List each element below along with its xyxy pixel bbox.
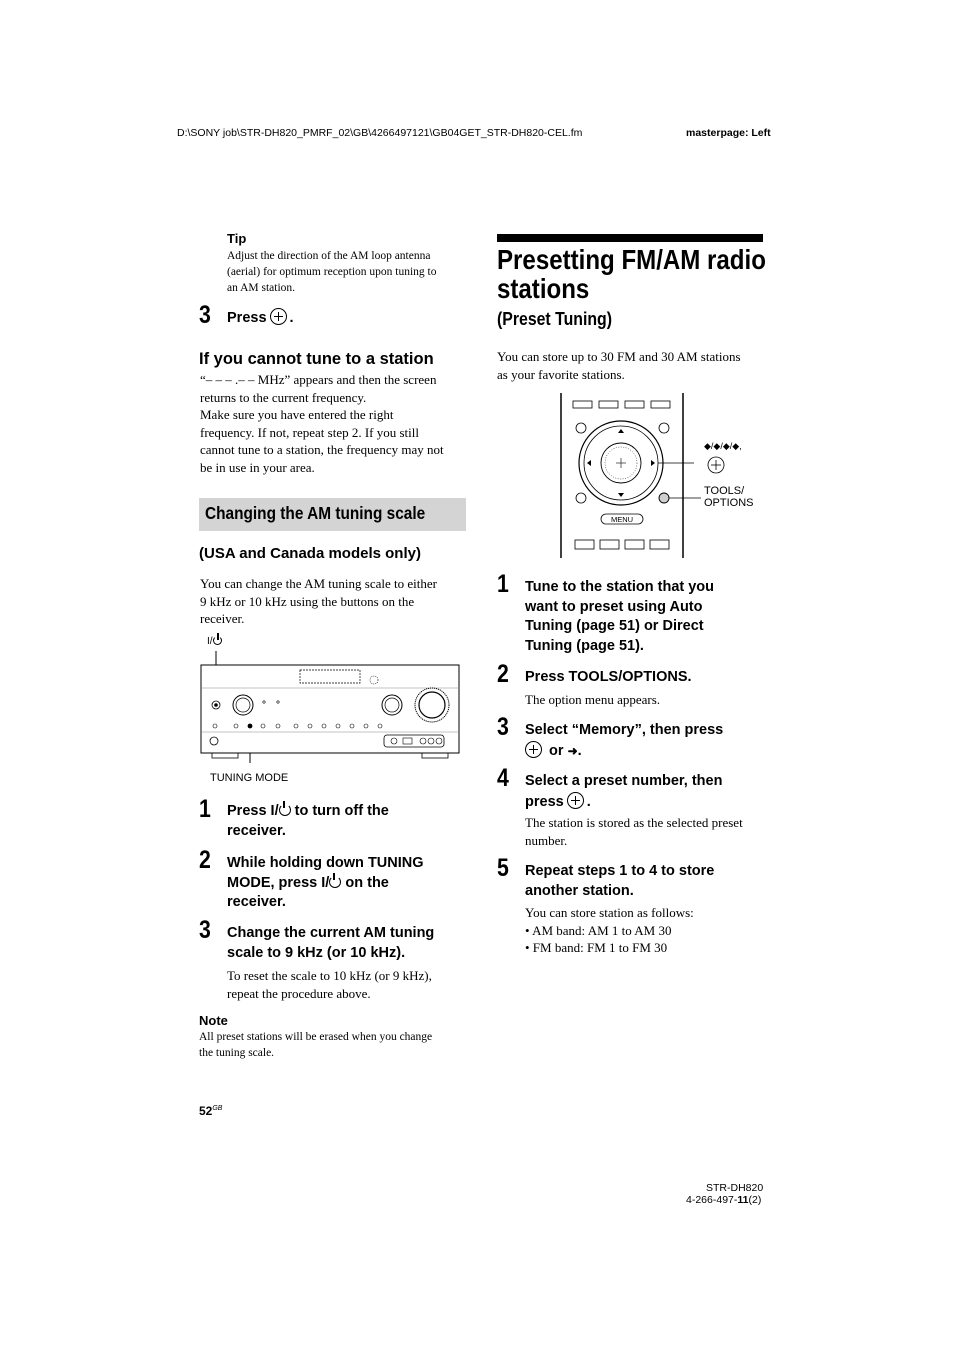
section-heading-bar [199,498,466,531]
page-title: Presetting FM/AM radio stations [497,244,766,304]
power-label: I/ [207,636,222,647]
tools-options-label: TOOLS/ OPTIONS [704,485,754,509]
receiver-front-panel [198,648,464,763]
step-detail: The station is stored as the selected preset number. [525,815,743,848]
step-text: Select a preset number, then press . [525,773,723,810]
step-detail: To reset the scale to 10 kHz (or 9 kHz), repeat the procedure above. [227,968,432,1001]
step-number: 2 [199,846,211,874]
step-number: 4 [497,764,509,792]
step-number: 2 [497,660,509,688]
remote-control-figure [558,393,768,559]
cannot-tune-text: “– – – .– – MHz” appears and then the screen returns to the current frequency. Make sure you have entered the right frequency. If not, repeat step 2. If you still cannot tune to a station, the frequency may not be in use in your area. [200,372,444,475]
page-number: $52^{GB}$ [199,1104,223,1118]
step-detail: The option menu appears. [525,692,661,707]
footer-code: 4-266-497-11(2) [686,1194,762,1206]
step-number: 1 [199,795,211,823]
intro-text: You can store up to 30 FM and 30 AM stations as your favorite stations. [497,349,741,382]
step-number: 1 [497,570,509,598]
arrow-keys-label: ◆/◆/◆/◆, [704,441,742,451]
step-text: Press I/ to turn off the receiver. [227,803,389,839]
page-subtitle: (Preset Tuning) [497,309,612,329]
step-number: 3 [199,301,211,329]
enter-button-icon [525,741,542,758]
usa-heading: (USA and Canada models only) [199,545,421,562]
step-text: Select “Memory”, then press or ➜. [525,722,724,759]
enter-button-icon [270,308,287,325]
step-number: 5 [497,854,509,882]
usa-text: You can change the AM tuning scale to either 9 kHz or 10 kHz using the buttons on the receiver. [200,576,437,626]
enter-button-icon [567,792,584,809]
header-filepath: D:\SONY job\STR-DH820_PMRF_02\GB\4266497121\GB04GET_STR-DH820-CEL.fm [177,127,583,139]
step-text: Change the current AM tuning scale to 9 kHz (or 10 kHz). [227,925,435,961]
tip-text: Adjust the direction of the AM loop antenna (aerial) for optimum reception upon tuning to an AM station. [227,250,437,294]
step-text: Repeat steps 1 to 4 to store another station. [525,863,715,899]
note-text: All preset stations will be erased when you change the tuning scale. [199,1031,433,1059]
menu-button-label: MENU [610,515,634,524]
step-text: Press . [227,310,294,326]
am-scale-heading: Changing the AM tuning scale [205,503,426,523]
tuning-mode-label: TUNING MODE [210,772,289,784]
step-text: While holding down TUNING MODE, press I/ on the receiver. [227,855,424,910]
step-detail: You can store station as follows: • AM band: AM 1 to AM 30 • FM band: FM 1 to FM 30 [525,905,694,955]
cannot-tune-heading: If you cannot tune to a station [199,350,434,368]
step-text: Press TOOLS/OPTIONS. [525,669,692,685]
step-number: 3 [199,916,211,944]
header-masterpage: masterpage: Left [686,127,771,139]
title-rule [497,234,763,242]
power-icon [329,876,341,888]
right-arrow-icon: ➜ [567,743,578,758]
tip-title: Tip [227,231,247,246]
note-title: Note [199,1013,228,1028]
step-number: 3 [497,713,509,741]
power-icon [213,636,222,645]
footer-model: STR-DH820 [706,1182,764,1194]
power-icon [279,804,291,816]
step-text: Tune to the station that you want to preset using Auto Tuning (page 51) or Direct Tuning (page 51). [525,579,715,654]
